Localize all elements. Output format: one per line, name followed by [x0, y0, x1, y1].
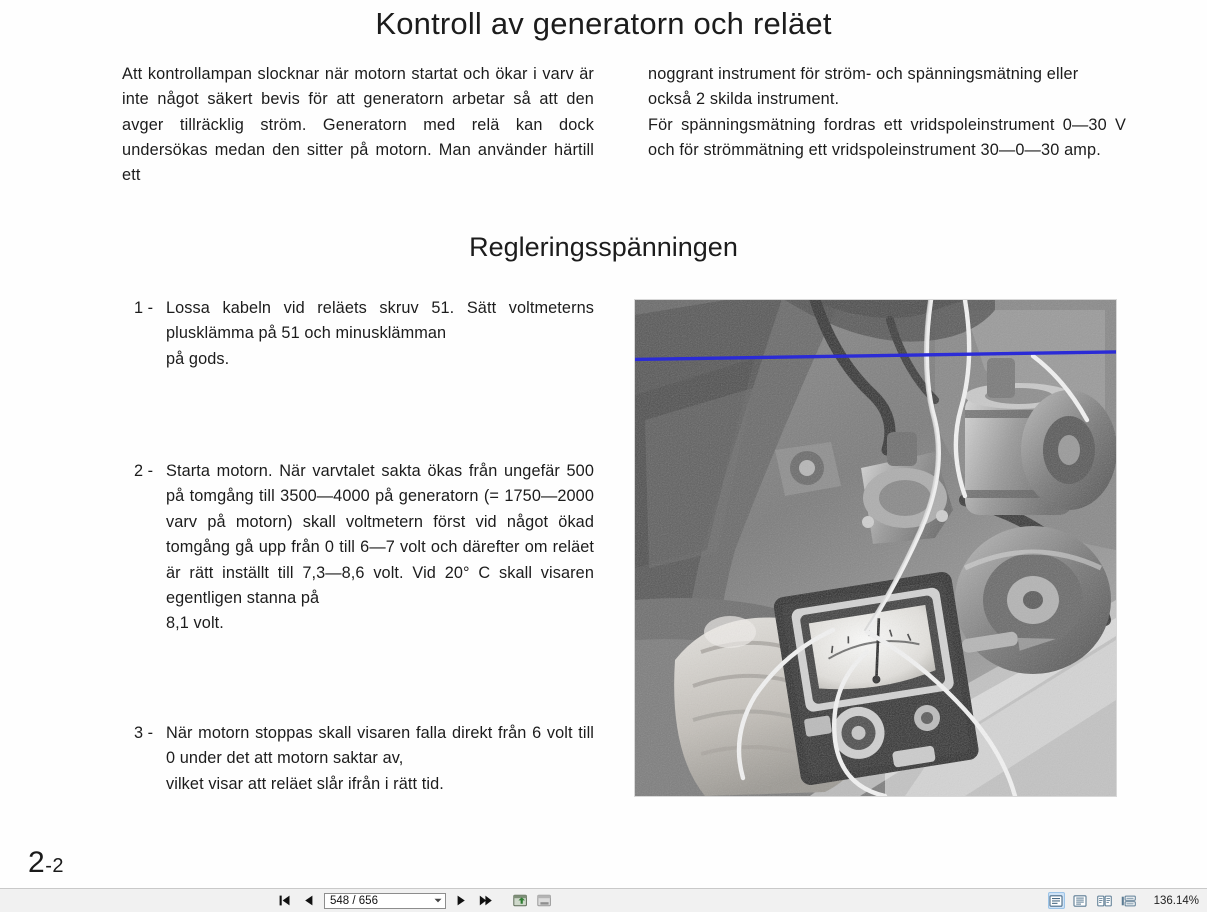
- step-text-3: När motorn stoppas skall visaren falla direkt från 6 volt till 0 under det att motorn saktar av,: [166, 724, 594, 768]
- next-view-icon: [537, 894, 552, 907]
- single-page-view-button[interactable]: [1048, 892, 1065, 909]
- step-number-3: 3 -: [134, 724, 154, 742]
- two-page-icon: [1097, 895, 1112, 907]
- last-page-button[interactable]: [477, 892, 494, 909]
- two-page-scroll-view-button[interactable]: [1120, 892, 1137, 909]
- pdf-viewer-toolbar: [0, 888, 1207, 912]
- numbered-step-1: [134, 296, 594, 372]
- view-mode-group: [1048, 889, 1199, 912]
- last-page-icon: [479, 895, 493, 906]
- first-page-icon: [278, 895, 291, 906]
- previous-view-button[interactable]: [512, 892, 529, 909]
- two-page-scroll-icon: [1121, 895, 1136, 907]
- previous-view-icon: [513, 894, 528, 907]
- previous-page-icon: [303, 895, 314, 906]
- step-last-line-3: vilket visar att reläet slår ifrån i rätt tid.: [166, 774, 444, 793]
- intro-column-right: [648, 62, 1126, 163]
- continuous-scroll-icon: [1073, 895, 1087, 907]
- chevron-down-icon: [434, 898, 442, 903]
- page-number-minor: -2: [45, 855, 64, 877]
- next-page-icon: [456, 895, 467, 906]
- step-body-3: [166, 721, 594, 797]
- next-view-button[interactable]: [536, 892, 553, 909]
- numbered-step-3: [134, 721, 594, 797]
- page-navigation-group: [276, 889, 553, 912]
- continuous-scroll-view-button[interactable]: [1072, 892, 1089, 909]
- step-body-1: [166, 296, 594, 372]
- intro-column-left: [122, 62, 594, 188]
- step-number-2: 2 -: [134, 462, 154, 480]
- step-text-2: Starta motorn. När varvtalet sakta ökas från ungefär 500 på tomgång till 3500—4000 på generatorn (= 1750—2000 varv på motorn) skall voltmetern först vid något ökad tomgång gå upp från 0 till 6—7 volt och därefter om reläet är rätt inställt till 7,3—8,6 volt. Vid 20° C skall visaren egentligen stanna på: [166, 462, 594, 608]
- zoom-level-label[interactable]: 136.14%: [1153, 894, 1199, 907]
- step-body-2: [166, 459, 594, 637]
- intro-paragraph-right-2: För spänningsmätning fordras ett vridspoleinstrument 0—30 V och för strömmätning ett vridspoleinstrument 30—0—30 amp.: [648, 115, 1126, 159]
- step-number-1: 1 -: [134, 299, 154, 317]
- page-number-input-value[interactable]: 548 / 656: [330, 894, 378, 907]
- next-page-button[interactable]: [453, 892, 470, 909]
- section-subtitle: Regleringsspänningen: [469, 232, 738, 262]
- printed-page-number: [28, 846, 64, 880]
- single-page-icon: [1049, 895, 1063, 907]
- step-last-line-2: 8,1 volt.: [166, 614, 224, 633]
- step-text-1: Lossa kabeln vid reläets skruv 51. Sätt voltmeterns plusklämma på 51 och minusklämman: [166, 299, 594, 343]
- engine-bay-photograph: [635, 300, 1116, 796]
- intro-paragraph-right-1: noggrant instrument för ström- och spänningsmätning eller också 2 skilda instrument.: [648, 65, 1079, 109]
- page-title: Kontroll av generatorn och reläet: [375, 6, 832, 41]
- previous-page-button[interactable]: [300, 892, 317, 909]
- page-number-dropdown-button[interactable]: [432, 898, 443, 903]
- numbered-step-2: [134, 459, 594, 637]
- page-number-major: 2: [28, 846, 46, 879]
- two-page-view-button[interactable]: [1096, 892, 1113, 909]
- page-number-input[interactable]: [324, 893, 446, 909]
- intro-paragraph-left: Att kontrollampan slocknar när motorn startat och ökar i varv är inte något säkert bevis för att generatorn arbetar så att den avger tillräcklig ström. Generatorn med relä kan dock undersökas medan den sitter på motorn. Man använder härtill ett: [122, 65, 594, 185]
- step-last-line-1: på gods.: [166, 349, 230, 368]
- first-page-button[interactable]: [276, 892, 293, 909]
